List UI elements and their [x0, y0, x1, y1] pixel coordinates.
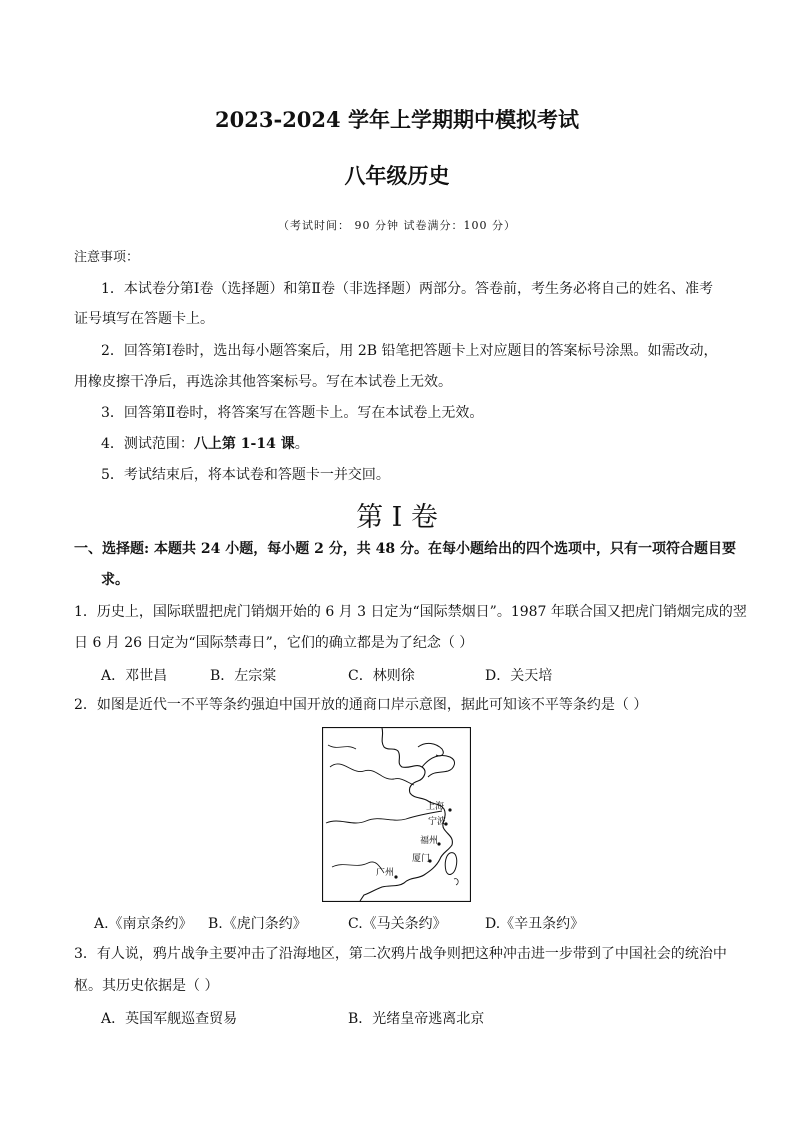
subject-title: 八年级历史	[344, 163, 450, 188]
q1-stem-1: 1．历史上，国际联盟把虎门销烟开始的 6 月 3 日定为“国际禁烟日”。1987 年联合国又把虎门销烟完成的翌	[74, 604, 747, 620]
q1-option-b: B．左宗棠	[210, 668, 277, 684]
map-label-guangzhou: 广州	[376, 868, 395, 878]
map-label-shanghai: 上海	[426, 802, 445, 812]
note-3: 3．回答第Ⅱ卷时，将答案写在答题卡上。写在本试卷上无效。	[101, 405, 484, 421]
q3-option-a: A．英国军舰巡查贸易	[101, 1011, 238, 1027]
q1-stem-2: 日 6 月 26 日定为“国际禁毒日”，它们的确立都是为了纪念（ ）	[74, 635, 474, 651]
note-2b: 用橡皮擦干净后，再选涂其他答案标号。写在本试卷上无效。	[74, 374, 452, 390]
q1-option-c: C．林则徐	[348, 668, 415, 684]
note-2a: 2．回答第Ⅰ卷时，选出每小题答案后，用 2B 铅笔把答题卡上对应题目的答案标号涂黑。如需改动，	[101, 343, 718, 359]
section-label: 一、选择题	[74, 541, 144, 557]
shanghai-marker	[448, 808, 451, 811]
q2-option-c: C.《马关条约》	[348, 916, 447, 932]
section-desc: : 本题共 24 小题，每小题 2 分，共 48 分。在每小题给出的四个选项中，只有一项符合题目要	[144, 541, 736, 557]
q3-option-b: B．光绪皇帝逃离北京	[348, 1011, 485, 1027]
exam-info: （考试时间： 90 分钟 试卷满分：100 分）	[278, 219, 516, 232]
q1-option-a: A．邓世昌	[101, 668, 168, 684]
q2-option-d: D.《辛丑条约》	[485, 916, 585, 932]
treaty-ports-map	[322, 727, 471, 902]
note-4-range: 八上第 1-14 课	[193, 436, 295, 452]
notes-heading: 注意事项：	[74, 250, 140, 265]
q3-stem-2: 枢。其历史依据是（ ）	[74, 978, 219, 994]
note-5: 5．考试结束后，将本试卷和答题卡一并交回。	[101, 467, 390, 483]
map-label-fuzhou: 福州	[420, 836, 439, 846]
guangzhou-marker	[394, 875, 397, 878]
note-4-suffix: 。	[294, 436, 309, 452]
note-1a: 1．本试卷分第Ⅰ卷（选择题）和第Ⅱ卷（非选择题）两部分。答卷前，考生务必将自己的姓名、准考	[101, 281, 713, 297]
section-heading	[74, 540, 736, 558]
map-label-xiamen: 厦门	[412, 854, 431, 864]
note-4	[101, 435, 309, 453]
volume-heading: 第 I 卷	[356, 502, 438, 533]
exam-title: 2023-2024 学年上学期期中模拟考试	[215, 107, 579, 132]
note-4-prefix: 4．测试范围：	[101, 436, 194, 452]
section-heading-cont: 求。	[101, 572, 129, 588]
q2-stem: 2．如图是近代一不平等条约强迫中国开放的通商口岸示意图，据此可知该不平等条约是（ ）	[74, 697, 648, 713]
q2-option-b: B.《虎门条约》	[208, 916, 307, 932]
q1-option-d: D．关天培	[485, 668, 553, 684]
note-1b: 证号填写在答题卡上。	[74, 311, 214, 327]
q2-option-a: A.《南京条约》	[94, 916, 193, 932]
q3-stem-1: 3．有人说，鸦片战争主要冲击了沿海地区，第二次鸦片战争则把这种冲击进一步带到了中国社会的统治中	[74, 946, 727, 962]
map-label-ningbo: 宁波	[428, 817, 447, 827]
